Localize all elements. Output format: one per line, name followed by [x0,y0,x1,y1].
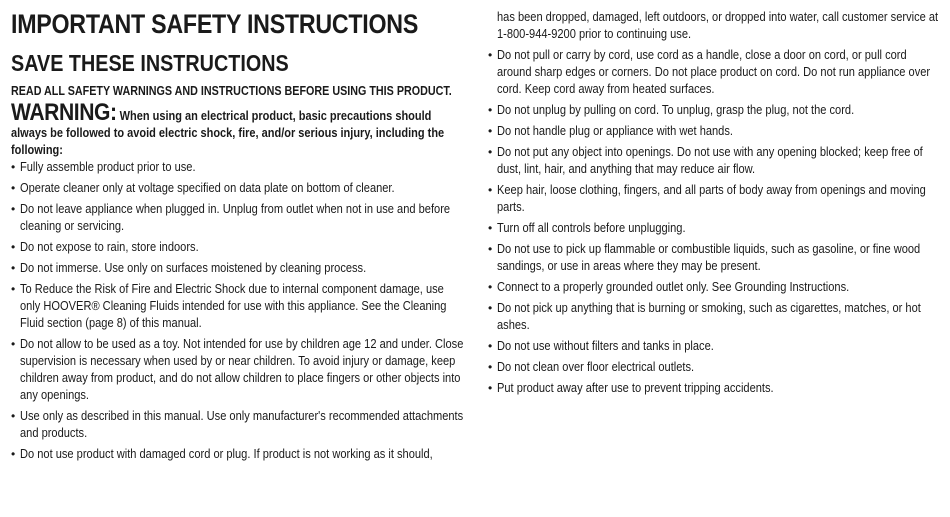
list-item [488,47,943,98]
list-item-text: Keep hair, loose clothing, fingers, and all parts of body away from openings and moving parts. [497,183,926,214]
read-all-notice: READ ALL SAFETY WARNINGS AND INSTRUCTIONS BEFORE USING THIS PRODUCT. [11,84,452,98]
warning-paragraph [11,101,466,159]
list-item-text: To Reduce the Risk of Fire and Electric Shock due to internal component damage, use only HOOVER® Cleaning Fluids intended for use with this appliance. See the Cleaning Fluid section (page 8) of this manual. [20,282,447,330]
list-item [11,446,466,463]
page-title: IMPORTANT SAFETY INSTRUCTIONS [11,9,419,39]
list-item [488,279,943,296]
list-item [11,408,466,442]
bullet-icon: • [488,280,493,294]
bullet-icon: • [11,240,16,254]
warning-label: WARNING: [11,99,117,126]
list-item-text: Do not immerse. Use only on surfaces moistened by cleaning process. [20,261,367,275]
bullet-icon: • [488,124,493,138]
list-item [11,281,466,332]
list-item-text: Do not use product with damaged cord or plug. If product is not working as it should, [20,447,433,461]
list-item-text: Do not unplug by pulling on cord. To unplug, grasp the plug, not the cord. [497,103,855,117]
list-item [488,102,943,119]
list-item [11,180,466,197]
list-item [488,338,943,355]
list-item [488,300,943,334]
list-item-text: Do not use to pick up flammable or combustible liquids, such as gasoline, or fine wood sandings, or use in areas where they may be present. [497,242,921,273]
bullet-icon: • [11,202,16,216]
list-item-text: Do not allow to be used as a toy. Not intended for use by children age 12 and under. Close supervision is necessary when used by or near children. To avoid injury or damage, keep children away from product, and do not allow children to place fingers or other objects into any openings. [20,337,464,402]
bullet-icon: • [11,409,16,423]
list-item-text: Do not pick up anything that is burning or smoking, such as cigarettes, matches, or hot ashes. [497,301,921,332]
bullet-icon: • [11,181,16,195]
list-item [11,239,466,256]
bullet-icon: • [11,447,16,461]
bullet-icon: • [488,103,493,117]
list-item [11,159,466,176]
right-instructions-list [488,47,943,397]
list-item [488,359,943,376]
list-item [488,123,943,140]
list-item-text: Do not clean over floor electrical outlets. [497,360,695,374]
bullet-icon: • [488,301,493,315]
continued-item-text [488,9,943,43]
list-item [488,144,943,178]
list-item-text: Fully assemble product prior to use. [20,160,196,174]
list-item-text: Do not leave appliance when plugged in. Unplug from outlet when not in use and before cleaning or servicing. [20,202,451,233]
bullet-icon: • [488,221,493,235]
list-item [488,241,943,275]
list-item-text: Do not pull or carry by cord, use cord as a handle, close a door on cord, or pull cord around sharp edges or corners. Do not place product on cord. Do not run appliance over cord. Keep cord away from heated surfaces. [497,48,931,96]
list-item-text: Do not handle plug or appliance with wet hands. [497,124,733,138]
bullet-icon: • [488,242,493,256]
list-item-text: Put product away after use to prevent tripping accidents. [497,381,774,395]
page-subtitle: SAVE THESE INSTRUCTIONS [11,50,289,76]
list-item-text: Turn off all controls before unplugging. [497,221,686,235]
list-item [11,260,466,277]
list-item-text: Operate cleaner only at voltage specified on data plate on bottom of cleaner. [20,181,395,195]
warning-text: When using an electrical product, basic precautions should always be followed to avoid electric shock, fire, and/or serious injury, including the following: [11,109,445,157]
left-instructions-list [11,159,466,463]
right-column [488,9,943,401]
bullet-icon: • [11,282,16,296]
bullet-icon: • [11,160,16,174]
left-column [11,9,466,467]
bullet-icon: • [488,360,493,374]
list-item-text: Do not put any object into openings. Do not use with any opening blocked; keep free of dust, lint, hair, and anything that may reduce air flow. [497,145,923,176]
list-item-text: Use only as described in this manual. Use only manufacturer's recommended attachments and products. [20,409,464,440]
bullet-icon: • [488,48,493,62]
list-item [488,220,943,237]
bullet-icon: • [488,381,493,395]
continuation-text: has been dropped, damaged, left outdoors, or dropped into water, call customer service at 1-800-944-9200 prior to continuing use. [497,10,939,41]
list-item-text: Connect to a properly grounded outlet only. See Grounding Instructions. [497,280,850,294]
bullet-icon: • [11,261,16,275]
bullet-icon: • [488,183,493,197]
list-item [11,201,466,235]
list-item [488,182,943,216]
bullet-icon: • [488,339,493,353]
list-item-text: Do not expose to rain, store indoors. [20,240,199,254]
list-item [11,336,466,404]
bullet-icon: • [11,337,16,351]
bullet-icon: • [488,145,493,159]
list-item-text: Do not use without filters and tanks in place. [497,339,714,353]
list-item [488,380,943,397]
